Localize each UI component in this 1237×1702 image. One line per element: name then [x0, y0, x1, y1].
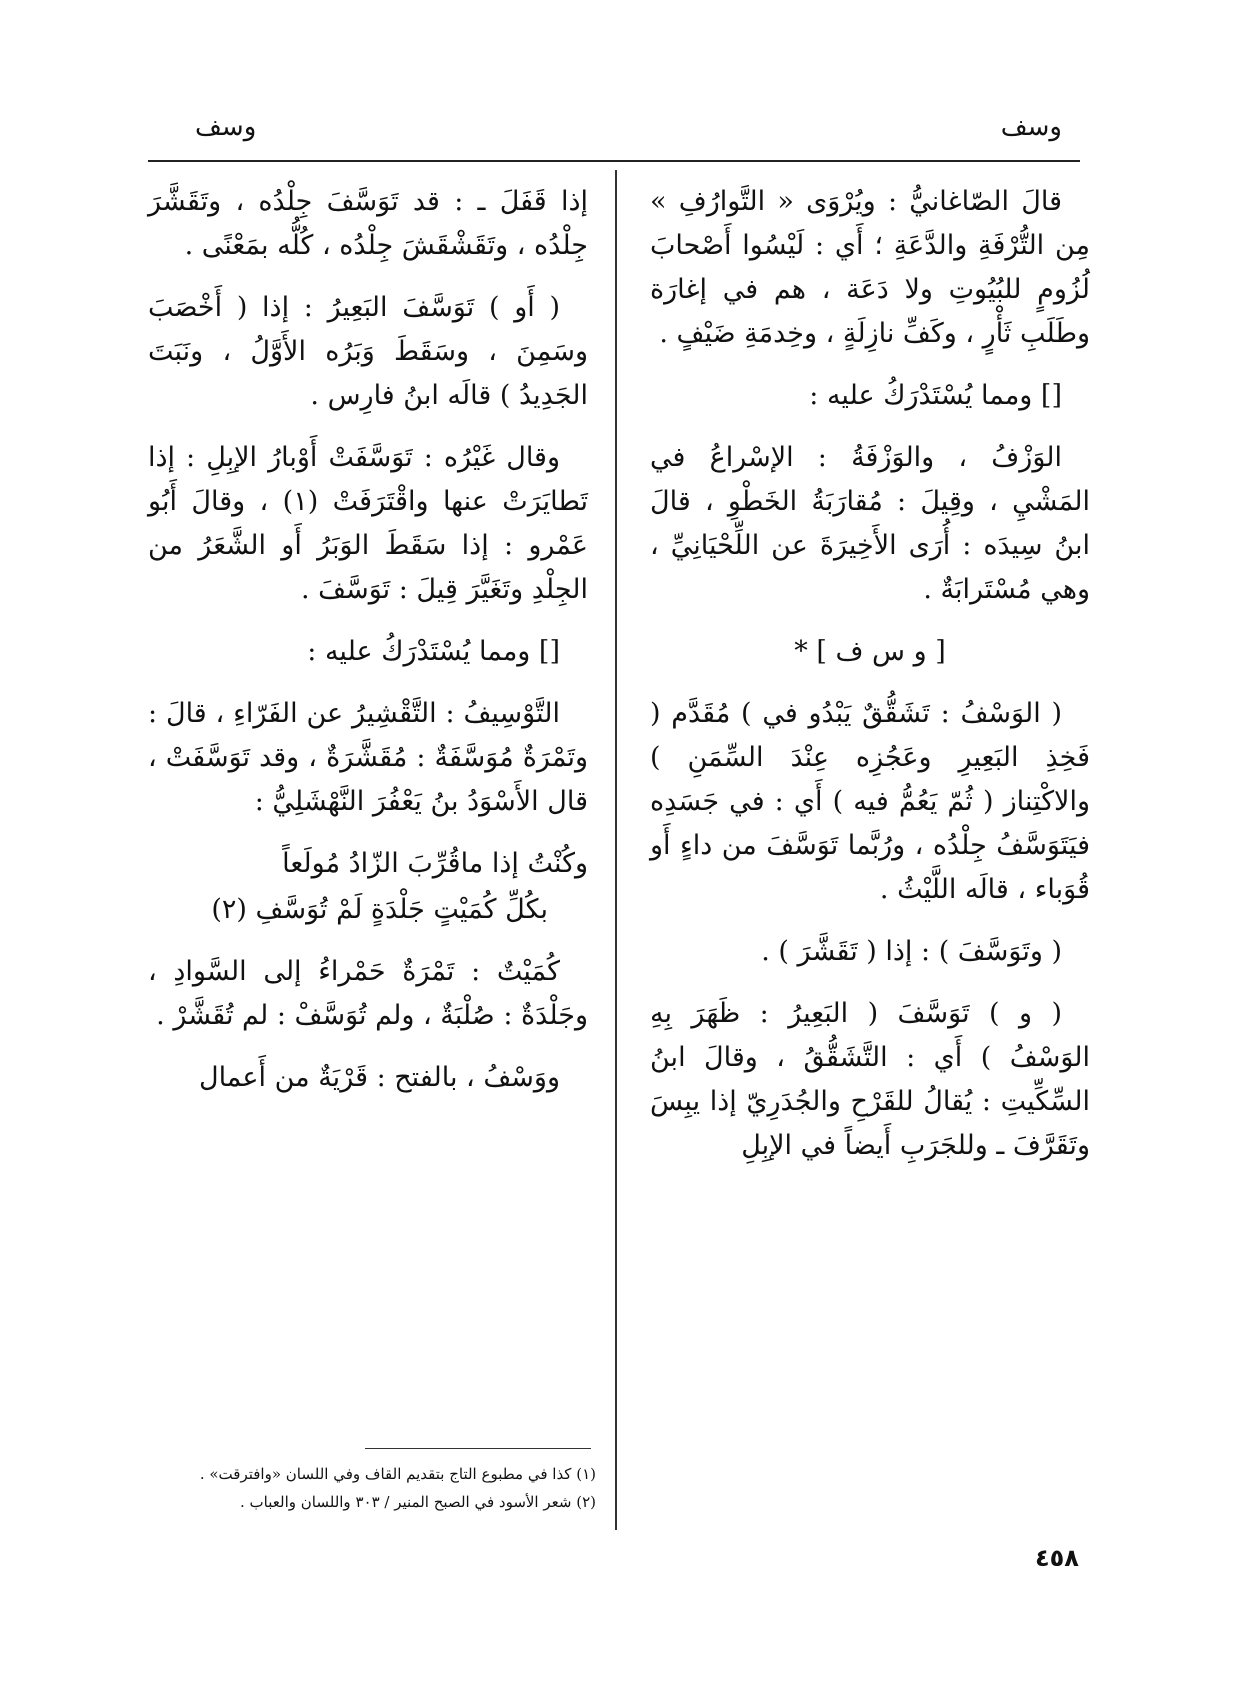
paragraph: كُمَيْتٌ : تَمْرَةٌ حَمْراءُ إلى السَّوادِ ، وجَلْدَةٌ : صُلْبَةٌ ، ولم تُوَسَّفْ : لم تُقَشَّرْ . [148, 956, 588, 1031]
addendum-heading: [] ومما يُسْتَدْرَكُ عليه : [307, 636, 560, 667]
paragraph: ( أَو ) تَوَسَّفَ البَعِيرُ : إذا ( أَخْصَبَ وسَمِنَ ، وسَقَطَ وَبَرُه الأَوَّلُ ، ونَبَتَ الجَدِيدُ ) قالَه ابنُ فارِس . [148, 292, 588, 411]
column-divider [615, 170, 617, 1530]
footnote: (٢) شعر الأسود في الصبح المنير / ٣٠٣ واللسان والعباب . [240, 1493, 596, 1511]
paragraph: ووَسْفُ ، بالفتح : قَرْيَةٌ من أَعمال [198, 1062, 560, 1093]
paragraph: إذا قَفَلَ ـ : قد تَوَسَّفَ جِلْدُه ، وتَقَشَّرَ جِلْدُه ، وتَقَشْقَشَ جِلْدُه ، كُلُّه بمَعْنًى . [148, 186, 588, 261]
left-column [148, 180, 588, 1118]
paragraph: وقال غَيْرُه : تَوَسَّفَتْ أَوْبارُ الإبِلِ : إذا تَطايَرَتْ عنها واقْتَرَفَتْ (١) ، وقالَ أَبُو عَمْرو : إذا سَقَطَ الوَبَرُ أَو الشَّعَرُ من الجِلْدِ وتَغَيَّرَ قِيلَ : تَوَسَّفَ . [148, 442, 589, 605]
paragraph: التَّوْسِيفُ : التَّقْشِيرُ عن الفَرّاءِ ، قالَ : وتَمْرَةٌ مُوَسَّفَةٌ : مُقَشَّرَةٌ ، وقد تَوَسَّفَتْ ، قال الأَسْوَدُ بنُ يَعْفُرَ النَّهْشَلِيُّ : [148, 698, 588, 817]
footnote: (١) كذا في مطبوع التاج بتقديم القاف وفي اللسان «وافترقت» . [199, 1465, 596, 1483]
header-rule [148, 160, 1080, 162]
paragraph: ( الوَسْفُ : تَشَقُّقٌ يَبْدُو في ) مُقَدَّم ( فَخِذِ البَعِيرِ وعَجُزِه عِنْدَ السِّمَنِ ) والاكْتِناز ( ثُمّ يَعُمُّ فيه ) أَي : في جَسَدِه فيَتَوَسَّفُ جِلْدُه ، ورُبَّما تَوَسَّفَ من داءٍ أَو قُوَباء ، قالَه اللَّيْثُ . [650, 698, 1090, 905]
verse-line: وكُنْتُ إذا ماقُرِّبَ الزّادُ مُولَعاً [282, 848, 588, 879]
entry-root-heading: [ و س ف ] * [794, 636, 946, 667]
page-number: ٤٥٨ [1035, 1544, 1079, 1572]
running-head-right: وسف [1000, 112, 1062, 142]
footnote-rule [365, 1448, 591, 1449]
footnotes [148, 1460, 596, 1516]
verse-line: بكُلِّ كُمَيْتٍ جَلْدَةٍ لَمْ تُوَسَّفِ (٢) [211, 894, 548, 925]
paragraph: ( و ) تَوَسَّفَ ( البَعِيرُ : ظَهَرَ بِهِ الوَسْفُ ) أَي : التَّشَقُّقُ ، وقالَ ابنُ السِّكِّيتِ : يُقالُ للقَرْحِ والجُدَرِيّ إذا يبِسَ وتَقَرَّفَ ـ وللجَرَبِ أَيضاً في الإبِلِ [650, 998, 1090, 1161]
paragraph: الوَزْفُ ، والوَزْفَةُ : الإسْراعُ في المَشْيِ ، وقِيلَ : مُقارَبَةُ الخَطْوِ ، قالَ ابنُ سِيدَه : أُرَى الأَخِيرَةَ عن اللِّحْيَانِيِّ ، وهي مُسْتَرابَةٌ . [650, 442, 1090, 605]
paragraph: قالَ الصّاغانيُّ : ويُرْوَى « التَّوارُفِ » مِن التُّرْفَةِ والدَّعَةِ ؛ أَي : لَيْسُوا أَصْحابَ لُزُومٍ للبُيُوتِ ولا دَعَة ، هم في إغارَة وطَلَبِ ثَأْرٍ ، وكَفِّ نازِلَةٍ ، وخِدمَةِ ضَيْفٍ . [650, 186, 1090, 349]
right-column [650, 180, 1090, 1186]
running-head-left: وسف [195, 112, 257, 142]
addendum-heading: [] ومما يُسْتَدْرَكُ عليه : [809, 380, 1062, 411]
paragraph: ( وتَوَسَّفَ ) : إذا ( تَقَشَّرَ ) . [761, 936, 1062, 967]
